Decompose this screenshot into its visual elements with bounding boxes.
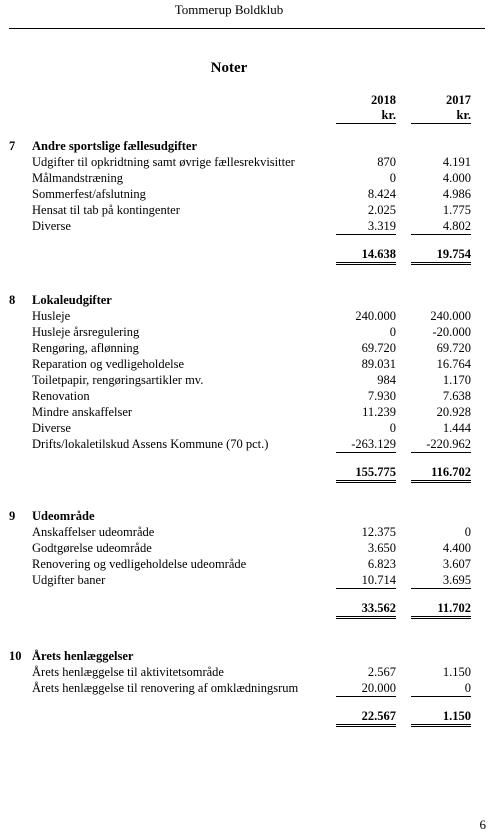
table-row: Husleje årsregulering 0 -20.000 bbox=[32, 325, 471, 339]
page-title: Noter bbox=[210, 60, 248, 76]
total-row: 14.638 19.754 bbox=[0, 246, 500, 262]
total-row: 155.775 116.702 bbox=[0, 464, 500, 480]
column-year: 2018 bbox=[371, 93, 396, 107]
table-row: Renovering og vedligeholdelse udeområde 6.823 3.607 bbox=[32, 557, 471, 571]
note-number: 8 bbox=[9, 293, 16, 307]
table-row: Årets henlæggelse til aktivitetsområde 2.567 1.150 bbox=[32, 665, 471, 679]
note-section-7 bbox=[0, 138, 500, 262]
document-header: Tommerup Boldklub bbox=[174, 2, 284, 17]
note-title: Årets henlæggelser bbox=[32, 649, 134, 663]
note-section-8 bbox=[0, 292, 500, 480]
table-row: Mindre anskaffelser 11.239 20.928 bbox=[32, 405, 471, 419]
column-unit: kr. bbox=[336, 108, 396, 124]
total-row: 33.562 11.702 bbox=[0, 600, 500, 616]
table-row: Udgifter baner 10.714 3.695 bbox=[32, 573, 471, 587]
note-title: Andre sportslige fællesudgifter bbox=[32, 139, 198, 153]
page-number: 6 bbox=[479, 817, 486, 832]
table-row: Husleje 240.000 240.000 bbox=[32, 309, 471, 323]
note-section-10 bbox=[0, 648, 500, 724]
table-row: Anskaffelser udeområde 12.375 0 bbox=[32, 525, 471, 539]
note-title: Udeområde bbox=[32, 509, 95, 523]
column-header-2018 bbox=[336, 93, 396, 124]
header-rule bbox=[9, 28, 485, 29]
table-row: Sommerfest/afslutning 8.424 4.986 bbox=[32, 187, 471, 201]
note-number: 9 bbox=[9, 509, 16, 523]
table-row: Diverse 3.319 4.802 bbox=[32, 219, 471, 233]
table-row: Godtgørelse udeområde 3.650 4.400 bbox=[32, 541, 471, 555]
table-row: Hensat til tab på kontingenter 2.025 1.775 bbox=[32, 203, 471, 217]
table-row: Toiletpapir, rengøringsartikler mv. 984 1.170 bbox=[32, 373, 471, 387]
table-row: Drifts/lokaletilskud Assens Kommune (70 pct.) -263.129 -220.962 bbox=[32, 437, 471, 451]
note-title: Lokaleudgifter bbox=[32, 293, 112, 307]
note-number: 7 bbox=[9, 139, 16, 153]
note-section-9 bbox=[0, 508, 500, 616]
total-row: 22.567 1.150 bbox=[0, 708, 500, 724]
table-row: Reparation og vedligeholdelse 89.031 16.764 bbox=[32, 357, 471, 371]
column-header-2017 bbox=[411, 93, 471, 124]
table-row: Årets henlæggelse til renovering af omklædningsrum 20.000 0 bbox=[32, 681, 471, 695]
table-row: Rengøring, aflønning 69.720 69.720 bbox=[32, 341, 471, 355]
table-row: Udgifter til opkridtning samt øvrige fællesrekvisitter 870 4.191 bbox=[32, 155, 471, 169]
table-row: Diverse 0 1.444 bbox=[32, 421, 471, 435]
table-row: Målmandstræning 0 4.000 bbox=[32, 171, 471, 185]
note-number: 10 bbox=[9, 649, 22, 663]
column-year: 2017 bbox=[446, 93, 471, 107]
column-unit: kr. bbox=[411, 108, 471, 124]
table-row: Renovation 7.930 7.638 bbox=[32, 389, 471, 403]
